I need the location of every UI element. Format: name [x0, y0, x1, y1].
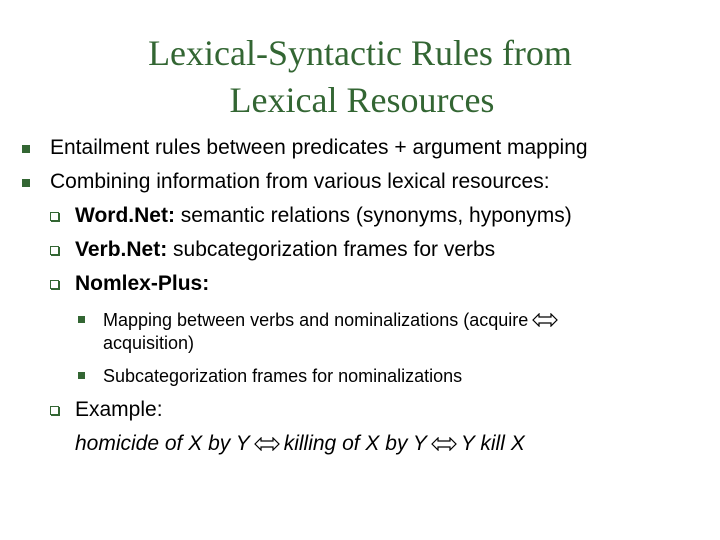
mapping-text: Mapping between verbs and nominalizations (acquire: [103, 310, 529, 330]
hollow-square-bullet-icon: [50, 280, 59, 289]
bullet-verbnet: [75, 237, 495, 263]
wordnet-description: semantic relations (synonyms, hyponyms): [174, 204, 572, 227]
wordnet-label: Word.Net:: [75, 204, 175, 227]
left-right-arrow-icon: [532, 313, 558, 327]
bullet-combining-information: Combining information from various lexical resources:: [50, 170, 550, 193]
hollow-square-bullet-icon: [50, 406, 59, 415]
left-right-arrow-icon: [254, 437, 280, 451]
bullet-mapping-verbs: [103, 309, 562, 331]
verbnet-label: Verb.Net:: [75, 238, 168, 261]
hollow-square-bullet-icon: [50, 212, 59, 221]
bullet-entailment-rules: Entailment rules between predicates + argument mapping: [50, 136, 588, 159]
verbnet-description: subcategorization frames for verbs: [167, 238, 496, 261]
nomlex-plus-label: Nomlex-Plus:: [75, 272, 210, 295]
slide-title: [0, 30, 720, 124]
bullet-subcat-nominalizations: Subcategorization frames for nominalizations: [103, 366, 463, 386]
hollow-square-bullet-icon: [50, 246, 59, 255]
small-square-bullet-icon: [78, 372, 85, 379]
example-homicide: homicide of X by Y: [75, 432, 250, 455]
bullet-example-label: Example:: [75, 398, 163, 421]
small-square-bullet-icon: [78, 316, 85, 323]
bullet-wordnet: [75, 203, 572, 229]
left-right-arrow-icon: [431, 437, 457, 451]
square-bullet-icon: [22, 179, 30, 187]
title-line-1: Lexical-Syntactic Rules from: [148, 33, 572, 73]
mapping-text-continued: acquisition): [103, 333, 195, 353]
square-bullet-icon: [22, 145, 30, 153]
example-text: [75, 431, 525, 457]
example-kill: Y kill X: [460, 432, 525, 455]
title-line-2: Lexical Resources: [229, 80, 495, 120]
example-killing: killing of X by Y: [283, 432, 427, 455]
bullet-nomlex-plus: [75, 271, 209, 297]
